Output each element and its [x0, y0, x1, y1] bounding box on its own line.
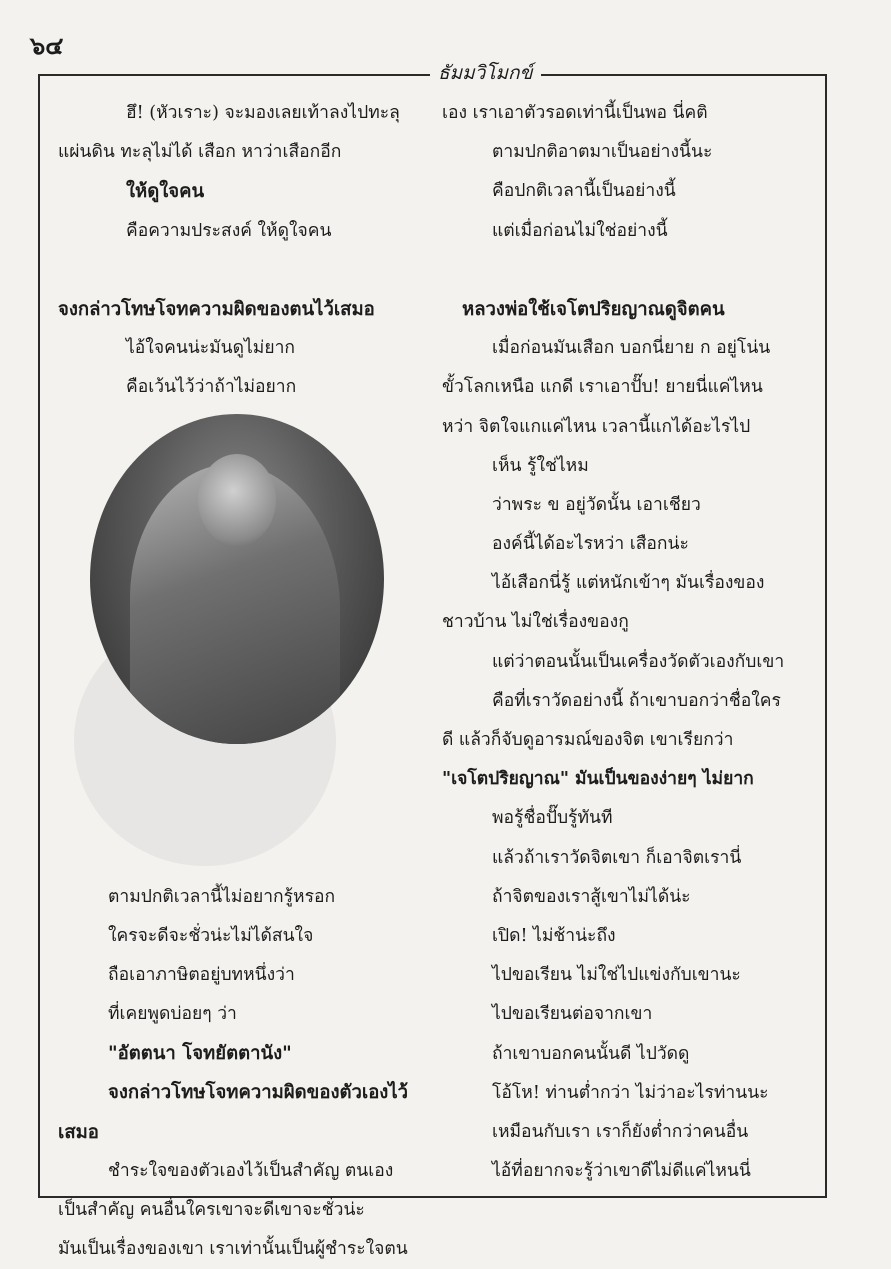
paragraph-line: แผ่นดิน ทะลุไม่ได้ เสือก หาว่าเสือกอีก — [58, 142, 342, 163]
paragraph-line: ไอ้ที่อยากจะรู้ว่าเขาดีไม่ดีแค่ไหนนี่ — [492, 1161, 751, 1182]
paragraph-line: ฮึ! (หัวเราะ) จะมองเลยเท้าลงไปทะลุ — [126, 103, 400, 123]
paragraph-line: เหมือนกับเรา เราก็ยังต่ำกว่าคนอื่น — [492, 1121, 749, 1142]
paragraph-line: แต่ว่าตอนนั้นเป็นเครื่องวัดตัวเองกับเขา — [492, 651, 785, 672]
left-column — [58, 94, 433, 1269]
paragraph-line: ว่าพระ ข อยู่วัดนั้น เอาเชียว — [492, 494, 701, 515]
photo-head — [198, 454, 276, 546]
paragraph-line: ไปขอเรียนต่อจากเขา — [492, 1004, 653, 1025]
paragraph-line: โอ้โห! ท่านต่ำกว่า ไม่ว่าอะไรท่านนะ — [492, 1082, 769, 1103]
paragraph-line: พอรู้ชื่อปั๊บรู้ทันที — [492, 808, 613, 829]
paragraph-line: เปิด! ไม่ช้าน่ะถึง — [492, 925, 616, 946]
paragraph-line: ไอ้เสือกนี่รู้ แต่หนักเข้าๆ มันเรื่องของ — [492, 573, 765, 594]
paragraph-line: ที่เคยพูดบ่อยๆ ว่า — [108, 1004, 237, 1025]
running-header-title: ธัมมวิโมกข์ — [430, 58, 541, 88]
right-column — [442, 94, 820, 1191]
paragraph-line: ถ้าจิตของเราสู้เขาไม่ได้น่ะ — [492, 886, 691, 907]
paragraph-line: คือที่เราวัดอย่างนี้ ถ้าเขาบอกว่าชื่อใคร — [492, 690, 781, 711]
paragraph-line: ดี แล้วก็จับดูอารมณ์ของจิต เขาเรียกว่า — [442, 730, 734, 750]
paragraph-line: แต่เมื่อก่อนไม่ใช่อย่างนี้ — [492, 220, 668, 241]
paragraph-line: ถือเอาภาษิตอยู่บทหนึ่งว่า — [108, 964, 295, 985]
section-heading: จงกล่าวโทษโจทความผิดของตนไว้เสมอ — [58, 298, 375, 320]
paragraph-line: เห็น รู้ใช่ไหม — [492, 455, 589, 476]
paragraph-line: ตามปกติเวลานี้ไม่อยากรู้หรอก — [108, 886, 336, 907]
section-heading: หลวงพ่อใช้เจโตปริยญาณดูจิตคน — [462, 298, 725, 320]
monk-photo — [58, 408, 433, 878]
paragraph-line: ชำระใจของตัวเองไว้เป็นสำคัญ ตนเอง — [108, 1160, 394, 1181]
paragraph-line: คือความประสงค์ ให้ดูใจคน — [126, 220, 332, 241]
paragraph-line: มันเป็นเรื่องของเขา เราเท่านั้นเป็นผู้ชำระใจตน — [58, 1239, 408, 1260]
paragraph-line: คือเว้นไว้ว่าถ้าไม่อยาก — [126, 377, 297, 398]
paragraph-line: คือปกติเวลานี้เป็นอย่างนี้ — [492, 181, 676, 202]
paragraph-line: แล้วถ้าเราวัดจิตเขา ก็เอาจิตเรานี่ — [492, 847, 742, 868]
paragraph-line: เป็นสำคัญ คนอื่นใครเขาจะดีเขาจะชั่วน่ะ — [58, 1200, 365, 1220]
section-heading: จงกล่าวโทษโจทความผิดของตัวเองไว้ — [108, 1082, 409, 1104]
paragraph-line: ตามปกติอาตมาเป็นอย่างนี้นะ — [492, 142, 713, 163]
photo-circle — [90, 414, 384, 744]
section-heading-continuation: เสมอ — [58, 1121, 99, 1143]
paragraph-line: เมื่อก่อนมันเสือก บอกนี่ยาย ก อยู่โน่น — [492, 338, 771, 359]
paragraph-line: หว่า จิตใจแกแค่ไหน เวลานี้แกได้อะไรไป — [442, 416, 751, 437]
page-number: ๖๔ — [30, 31, 64, 60]
paragraph-line: ขั้วโลกเหนือ แกดี เราเอาปั๊บ! ยายนี่แค่ไหน — [442, 377, 763, 398]
paragraph-line: ใครจะดีจะชั่วน่ะไม่ได้สนใจ — [108, 925, 314, 946]
paragraph-line: เอง เราเอาตัวรอดเท่านี้เป็นพอ นี่คติ — [442, 103, 708, 123]
section-heading: ให้ดูใจคน — [126, 181, 205, 203]
paragraph-line: ไอ้ใจคนน่ะมันดูไม่ยาก — [126, 338, 296, 359]
quote-line: "เจโตปริยญาณ" มันเป็นของง่ายๆ ไม่ยาก — [442, 769, 754, 790]
paragraph-line: ถ้าเขาบอกคนนั้นดี ไปวัดดู — [492, 1043, 690, 1064]
paragraph-line: องค์นี้ได้อะไรหว่า เสือกน่ะ — [492, 534, 689, 555]
quote-line: "อัตตนา โจทยัตตานัง" — [108, 1043, 292, 1065]
paragraph-line: ชาวบ้าน ไม่ใช่เรื่องของกู — [442, 612, 629, 633]
paragraph-line: ไปขอเรียน ไม่ใช่ไปแข่งกับเขานะ — [492, 965, 741, 986]
